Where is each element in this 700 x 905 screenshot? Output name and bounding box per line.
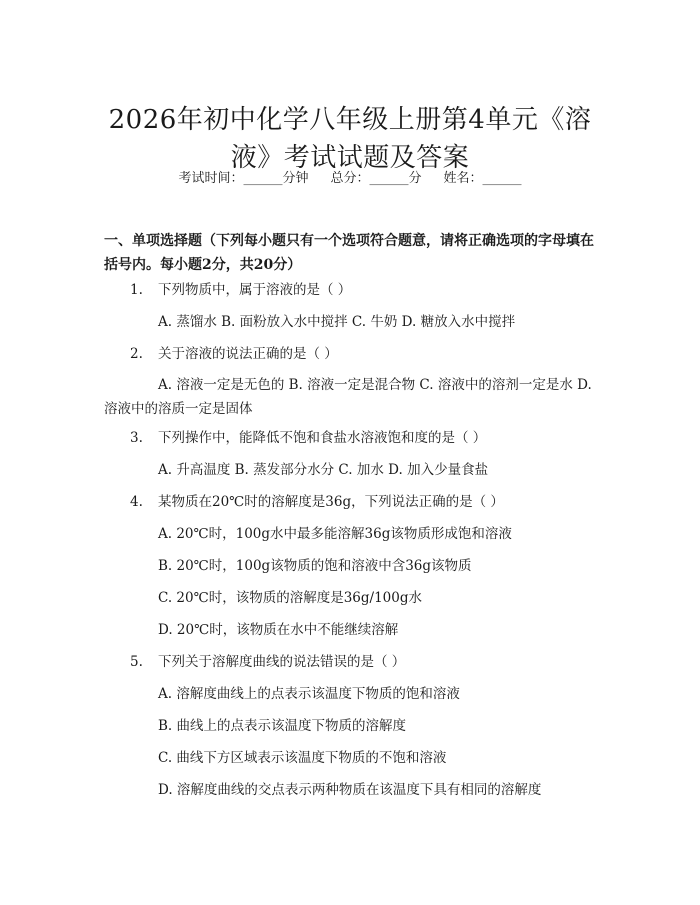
total-score-field: 总分：______分	[330, 171, 422, 186]
exam-time-field: 考试时间：______分钟	[178, 171, 309, 186]
question-stem: 下列操作中，能降低不饱和食盐水溶液饱和度的是（ ）	[158, 430, 487, 446]
question-stem: 某物质在20℃时的溶解度是36g，下列说法正确的是（ ）	[158, 494, 504, 510]
student-name-field: 姓名：______	[443, 171, 522, 186]
exam-title: 2026年初中化学八年级上册第4单元《溶液》考试试题及答案	[108, 105, 592, 174]
question-stem: 下列物质中，属于溶液的是（ ）	[158, 282, 352, 298]
question-4-option-d: D. 20℃时，该物质在水中不能继续溶解	[158, 622, 399, 638]
question-5-option-c: C. 曲线下方区域表示该温度下物质的不饱和溶液	[158, 750, 447, 766]
question-4	[130, 493, 504, 511]
question-4-option-b: B. 20℃时，100g该物质的饱和溶液中含36g该物质	[158, 558, 472, 574]
question-1-options: A. 蒸馏水 B. 面粉放入水中搅拌 C. 牛奶 D. 糖放入水中搅拌	[158, 314, 516, 330]
question-3	[130, 429, 486, 447]
question-5-option-b: B. 曲线上的点表示该温度下物质的溶解度	[158, 718, 407, 734]
question-number: 1.	[130, 282, 143, 298]
section-heading: 一、单项选择题（下列每小题只有一个选项符合题意，请将正确选项的字母填在括号内。每小题2分，共20分）	[104, 233, 594, 273]
question-4-option-c: C. 20℃时，该物质的溶解度是36g/100g水	[158, 590, 422, 606]
question-5	[130, 653, 405, 671]
question-4-option-a: A. 20℃时，100g水中最多能溶解36g该物质形成饱和溶液	[158, 526, 512, 542]
question-5-option-a: A. 溶解度曲线上的点表示该温度下物质的饱和溶液	[158, 686, 460, 702]
question-number: 3.	[130, 430, 143, 446]
question-5-option-d: D. 溶解度曲线的交点表示两种物质在该温度下具有相同的溶解度	[158, 782, 542, 798]
question-stem: 关于溶液的说法正确的是（ ）	[158, 346, 338, 362]
question-2	[130, 345, 338, 363]
question-stem: 下列关于溶解度曲线的说法错误的是（ ）	[158, 654, 406, 670]
question-1	[130, 281, 351, 299]
exam-info-row	[0, 170, 700, 188]
question-number: 5.	[130, 654, 143, 670]
question-3-options: A. 升高温度 B. 蒸发部分水分 C. 加水 D. 加入少量食盐	[158, 462, 489, 478]
question-number: 4.	[130, 494, 143, 510]
question-number: 2.	[130, 346, 143, 362]
question-2-options: A. 溶液一定是无色的 B. 溶液一定是混合物 C. 溶液中的溶剂一定是水 D. 溶液中的溶质一定是固体	[104, 377, 592, 417]
